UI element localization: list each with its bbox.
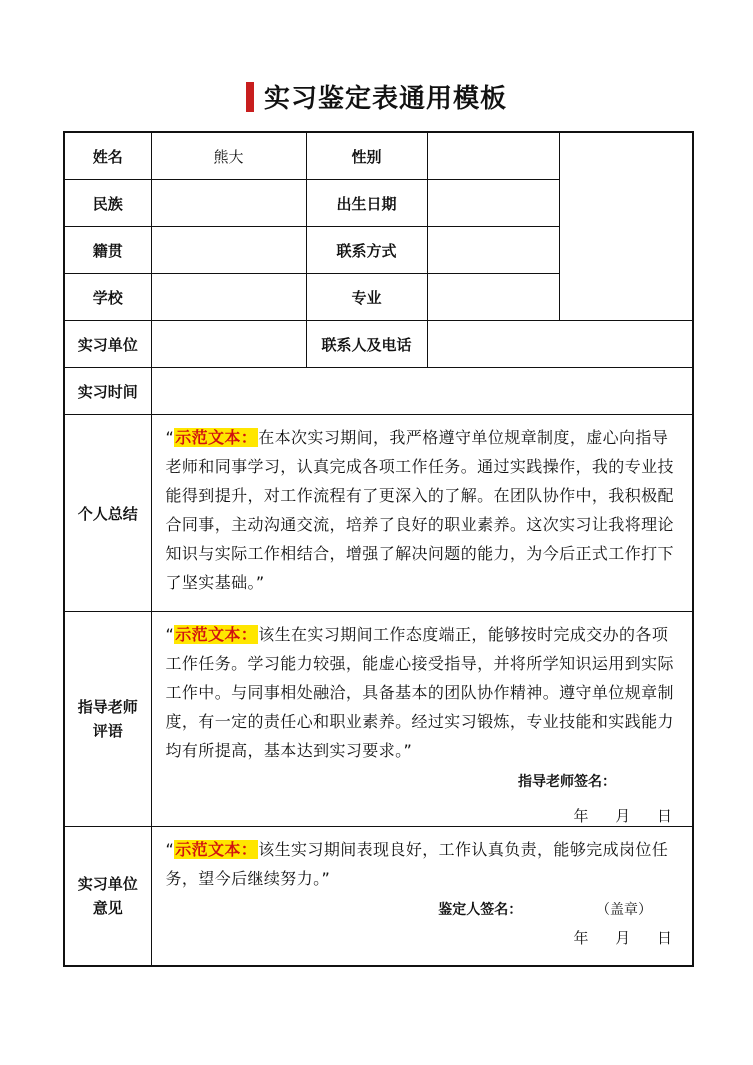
unit-signature-line xyxy=(152,893,693,919)
teacher-comment-label xyxy=(64,612,151,827)
unit-opinion-text-block xyxy=(152,827,693,893)
summary-sample-tag: 示范文本： xyxy=(175,428,258,447)
seal-label: （盖章） xyxy=(596,902,652,918)
contact-label: 联系方式 xyxy=(306,227,427,274)
contact-field[interactable] xyxy=(427,227,559,274)
major-label: 专业 xyxy=(306,274,427,321)
teacher-signature-label: 指导老师签名： xyxy=(518,774,616,790)
unit-contact-label: 联系人及电话 xyxy=(306,321,427,368)
major-field[interactable] xyxy=(427,274,559,321)
unit-contact-field[interactable] xyxy=(427,321,693,368)
unit-opinion-field[interactable] xyxy=(151,827,693,967)
page-title-text: 实习鉴定表通用模板 xyxy=(263,84,507,114)
unit-opinion-label-line1: 实习单位 xyxy=(77,875,138,893)
unit-opinion-label-line2: 意见 xyxy=(92,899,123,917)
teacher-text: 该生在实习期间工作态度端正，能够按时完成交办的各项工作任务。学习能力较强，能虚心接受指导，并将所学知识运用到实际工作中。与同事相处融洽，具备基本的团队协作精神。遵守单位规章制度，有一定的责任心和职业素养。经过实习锻炼，专业技能和实践能力均有所提高，基本达到实习要求。” xyxy=(165,625,674,760)
title-area xyxy=(0,78,753,116)
unit-opinion-text: 该生实习期间表现良好，工作认真负责，能够完成岗位任务，望今后继续努力。” xyxy=(165,840,669,888)
ethnicity-label: 民族 xyxy=(64,180,151,227)
unit-date-line xyxy=(152,919,693,948)
birth-date-label: 出生日期 xyxy=(306,180,427,227)
period-field[interactable] xyxy=(151,368,693,415)
row-period xyxy=(64,368,693,415)
teacher-date-text: 年 月 日 xyxy=(573,807,672,825)
school-field[interactable] xyxy=(151,274,306,321)
title-accent-bar xyxy=(246,82,254,112)
teacher-open-quote: “ xyxy=(165,625,175,644)
teacher-signature-line xyxy=(152,765,693,791)
unit-signature-label: 鉴定人签名： xyxy=(438,902,523,918)
teacher-sample-tag: 示范文本： xyxy=(175,625,258,644)
name-value[interactable]: 熊大 xyxy=(151,132,306,180)
row-summary xyxy=(64,415,693,612)
hometown-label: 籍贯 xyxy=(64,227,151,274)
ethnicity-field[interactable] xyxy=(151,180,306,227)
photo-cell[interactable] xyxy=(559,132,693,321)
internship-appraisal-form xyxy=(63,131,694,967)
name-label: 姓名 xyxy=(64,132,151,180)
summary-field[interactable] xyxy=(151,415,693,612)
hometown-field[interactable] xyxy=(151,227,306,274)
teacher-date-line xyxy=(152,791,693,826)
page-title xyxy=(246,78,507,115)
teacher-comment-field[interactable] xyxy=(151,612,693,827)
period-label: 实习时间 xyxy=(64,368,151,415)
summary-label: 个人总结 xyxy=(64,415,151,612)
unit-opinion-label xyxy=(64,827,151,967)
teacher-label-line2: 评语 xyxy=(92,722,123,740)
summary-text-block xyxy=(152,415,693,597)
row-unit xyxy=(64,321,693,368)
row-teacher-comment xyxy=(64,612,693,827)
unit-date-text: 年 月 日 xyxy=(573,929,672,947)
unit-field[interactable] xyxy=(151,321,306,368)
row-unit-opinion xyxy=(64,827,693,967)
unit-label: 实习单位 xyxy=(64,321,151,368)
school-label: 学校 xyxy=(64,274,151,321)
teacher-label-line1: 指导老师 xyxy=(77,698,138,716)
teacher-text-block xyxy=(152,612,693,765)
birth-date-field[interactable] xyxy=(427,180,559,227)
summary-text: 在本次实习期间，我严格遵守单位规章制度，虚心向指导老师和同事学习，认真完成各项工作任务。通过实践操作，我的专业技能得到提升，对工作流程有了更深入的了解。在团队协作中，我积极配合同事，主动沟通交流，培养了良好的职业素养。这次实习让我将理论知识与实际工作相结合，增强了解决问题的能力，为今后正式工作打下了坚实基础。” xyxy=(165,428,674,592)
gender-field[interactable] xyxy=(427,132,559,180)
row-name xyxy=(64,132,693,180)
unit-opinion-open-quote: “ xyxy=(165,840,175,859)
unit-opinion-sample-tag: 示范文本： xyxy=(175,840,258,859)
summary-open-quote: “ xyxy=(165,428,175,447)
gender-label: 性别 xyxy=(306,132,427,180)
